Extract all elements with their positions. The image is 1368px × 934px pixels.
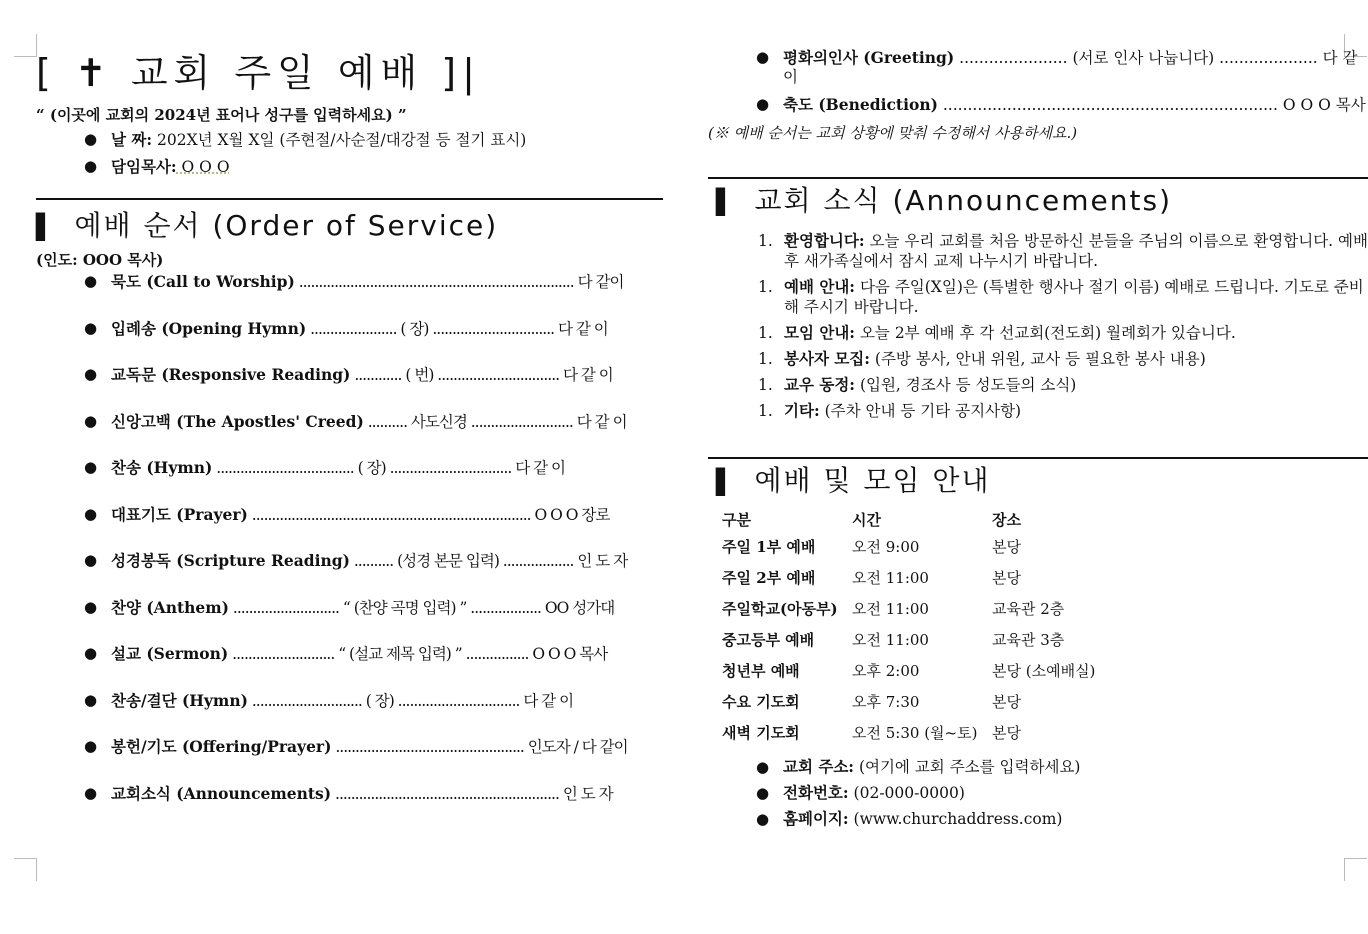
phone-label: 전화번호: <box>783 783 849 802</box>
order-item-detail: ......................................................... 인 도 자 <box>331 784 613 803</box>
order-item-label: 설교 (Sermon) <box>111 644 229 663</box>
order-item-label: 대표기도 (Prayer) <box>111 504 248 524</box>
homepage-item <box>708 806 1368 832</box>
order-item-label: 찬양 (Anthem) <box>111 597 229 617</box>
schedule-time: 오전 5:30 (월~토) <box>852 723 978 742</box>
announcement-number: 1. <box>758 350 773 368</box>
schedule-row <box>718 593 1106 624</box>
bullet-icon: ● <box>84 458 98 476</box>
order-item-detail: ................................... ( 장) ............................... 다 같 이 <box>212 459 566 477</box>
schedule-time: 오후 7:30 <box>852 692 920 711</box>
bullet-icon: ● <box>756 95 770 113</box>
schedule-row <box>718 686 1106 717</box>
schedule-row <box>718 655 1106 686</box>
date-value: 202X년 X월 X일 (주현절/사순절/대강절 등 절기 표시) <box>152 131 527 149</box>
block-marker-icon: ▌ <box>36 213 57 241</box>
announcement-text: 오늘 우리 교회를 처음 방문하신 분들을 주님의 이름으로 환영합니다. 예배 후 새가족실에서 잠시 교제 나누시기 바랍니다. <box>784 232 1368 270</box>
bullet-icon: ● <box>84 737 98 755</box>
order-item <box>36 551 668 598</box>
order-item-label: 봉헌/기도 (Offering/Prayer) <box>111 737 332 756</box>
schedule-table <box>718 509 1106 748</box>
order-item-detail: ....................................................................... O O O 장로 <box>247 505 610 524</box>
right-column <box>708 48 1368 832</box>
schedule-category: 주일 1부 예배 <box>722 537 816 556</box>
schedule-category: 새벽 기도회 <box>722 723 800 742</box>
schedule-row <box>718 717 1106 748</box>
date-label: 날 짜: <box>111 130 153 149</box>
announcement-item <box>708 277 1368 317</box>
schedule-section-title: ▌ 예배 및 모임 안내 <box>716 464 991 497</box>
order-item <box>36 784 668 831</box>
schedule-row <box>718 624 1106 655</box>
schedule-time: 오전 11:00 <box>852 630 929 649</box>
announcements-section-title: ▌ 교회 소식 (Announcements) <box>716 184 1173 217</box>
address-value: (여기에 교회 주소를 입력하세요) <box>854 758 1081 776</box>
order-item <box>36 272 668 319</box>
order-note: (※ 예배 순서는 교회 상황에 맞춰 수정해서 사용하세요.) <box>708 124 1078 142</box>
schedule-category: 주일학교(아동부) <box>722 599 838 618</box>
announcement-number: 1. <box>758 402 773 420</box>
order-item <box>36 598 668 645</box>
crop-mark-top-left <box>14 34 37 57</box>
order-item-detail: ...................... (서로 인사 나눕니다) .................... 다 같 이 <box>783 49 1358 86</box>
address-label: 교회 주소: <box>783 757 855 776</box>
schedule-place: 본당 <box>992 723 1021 742</box>
announcement-label: 봉사자 모집: <box>784 349 870 368</box>
schedule-header-row <box>718 509 1106 531</box>
order-item-label: 찬송 (Hymn) <box>111 458 213 477</box>
crop-mark-bottom-right <box>1344 858 1367 881</box>
order-item-label: 축도 (Benediction) <box>783 95 938 114</box>
schedule-time: 오전 9:00 <box>852 537 920 556</box>
order-item <box>708 95 1368 115</box>
announcement-number: 1. <box>758 376 773 394</box>
order-item <box>36 644 668 691</box>
block-marker-icon: ▌ <box>716 188 737 216</box>
order-item-label: 교독문 (Responsive Reading) <box>111 365 351 384</box>
announcement-text: 오늘 2부 예배 후 각 선교회(전도회) 월례회가 있습니다. <box>855 324 1236 342</box>
announcement-number: 1. <box>758 278 773 296</box>
announcements-list <box>708 231 1368 421</box>
bullet-icon: ● <box>756 784 770 802</box>
bullet-icon: ● <box>84 551 98 569</box>
bullet-icon: ● <box>84 690 98 709</box>
order-item <box>36 319 668 366</box>
schedule-place: 교육관 3층 <box>992 630 1065 649</box>
announcement-label: 기타: <box>784 401 820 420</box>
order-item-detail: ........................... “ (찬양 곡명 입력) ” .................. OO 성가대 <box>229 598 615 617</box>
order-item-detail: ...................................................................... 다 같이 <box>294 273 624 291</box>
bullet-icon: ● <box>756 810 770 828</box>
schedule-place: 본당 (소예배실) <box>992 661 1096 680</box>
announcement-label: 환영합니다: <box>784 231 865 250</box>
order-continued-list <box>708 48 1368 115</box>
service-leader: (인도: OOO 목사) <box>36 251 164 269</box>
order-item <box>36 365 668 412</box>
schedule-category: 청년부 예배 <box>722 661 800 680</box>
schedule-place: 본당 <box>992 537 1021 556</box>
order-item-label: 입례송 (Opening Hymn) <box>111 318 307 338</box>
schedule-header-time: 시간 <box>852 511 881 529</box>
schedule-time: 오후 2:00 <box>852 661 920 680</box>
announcement-label: 예배 안내: <box>784 277 856 296</box>
bullet-icon: ● <box>84 318 98 337</box>
order-item-label: 교회소식 (Announcements) <box>111 783 332 803</box>
order-item-label: 성경봉독 (Scripture Reading) <box>111 551 350 570</box>
bullet-icon: ● <box>84 504 98 523</box>
order-item <box>708 48 1368 87</box>
order-item-label: 평화의인사 (Greeting) <box>783 48 955 67</box>
schedule-header-place: 장소 <box>992 511 1021 529</box>
meta-list <box>36 126 668 180</box>
section-divider <box>36 198 663 200</box>
order-item-detail: .................................................................... O O O 목사 <box>937 96 1366 114</box>
order-item-detail: .......... 사도신경 .......................... 다 같 이 <box>363 412 627 431</box>
order-section-title: ▌ 예배 순서 (Order of Service) <box>36 209 499 242</box>
phone-item <box>708 780 1368 806</box>
schedule-header-category: 구분 <box>722 511 751 529</box>
contact-list <box>708 754 1368 832</box>
schedule-category: 수요 기도회 <box>722 692 800 711</box>
order-item-label: 신앙고백 (The Apostles' Creed) <box>111 411 364 431</box>
homepage-value: (www.churchaddress.com) <box>848 810 1063 828</box>
order-item <box>36 505 668 552</box>
block-marker-icon: ▌ <box>716 468 737 496</box>
order-of-service-list <box>36 272 668 830</box>
schedule-row <box>718 531 1106 562</box>
order-item-detail: .......................... “ (설교 제목 입력) ” ................ O O O 목사 <box>228 645 608 663</box>
pastor-label: 담임목사: <box>111 157 177 176</box>
announcement-item <box>708 401 1368 421</box>
pastor-item <box>36 153 668 180</box>
pastor-value: O O O <box>176 158 230 176</box>
order-item <box>36 458 668 505</box>
schedule-time: 오전 11:00 <box>852 568 929 587</box>
announcement-text: (주방 봉사, 안내 위원, 교사 등 필요한 봉사 내용) <box>869 350 1206 368</box>
order-item-label: 묵도 (Call to Worship) <box>111 272 295 291</box>
bulletin-title: [ ✝ 교회 주일 예배 ]| <box>36 51 481 95</box>
date-item <box>36 126 668 153</box>
homepage-label: 홈페이지: <box>783 809 849 828</box>
schedule-category: 중고등부 예배 <box>722 630 815 649</box>
order-item-detail: ............................ ( 장) ............................... 다 같 이 <box>247 691 574 710</box>
bullet-icon: ● <box>84 130 98 148</box>
schedule-time: 오전 11:00 <box>852 599 929 618</box>
schedule-row <box>718 562 1106 593</box>
announcement-item <box>708 375 1368 395</box>
announcement-text: (입원, 경조사 등 성도들의 소식) <box>855 376 1077 394</box>
announcement-label: 모임 안내: <box>784 323 856 342</box>
announcement-number: 1. <box>758 324 773 342</box>
announcement-text: 다음 주일(X일)은 (특별한 행사나 절기 이름) 예배로 드립니다. 기도로 준비해 주시기 바랍니다. <box>784 278 1364 316</box>
yearly-verse: “ (이곳에 교회의 2024년 표어나 성구를 입력하세요) ” <box>36 106 407 124</box>
announcement-label: 교우 동정: <box>784 375 856 394</box>
schedule-category: 주일 2부 예배 <box>722 568 816 587</box>
order-item-detail: ............ ( 번) ............................... 다 같 이 <box>350 366 613 384</box>
order-item-label: 찬송/결단 (Hymn) <box>111 690 248 710</box>
announcement-item <box>708 349 1368 369</box>
schedule-place: 교육관 2층 <box>992 599 1065 618</box>
bullet-icon: ● <box>84 597 98 616</box>
schedule-place: 본당 <box>992 692 1021 711</box>
order-item <box>36 691 668 738</box>
announcement-item <box>708 231 1368 271</box>
address-item <box>708 754 1368 780</box>
announcement-item <box>708 323 1368 343</box>
bullet-icon: ● <box>84 365 98 383</box>
order-item <box>36 412 668 459</box>
crop-mark-bottom-left <box>14 858 37 881</box>
order-item-detail: ................................................ 인도자 / 다 같이 <box>331 738 628 756</box>
left-column <box>36 46 668 830</box>
bullet-icon: ● <box>756 48 770 66</box>
bullet-icon: ● <box>756 758 770 776</box>
order-item <box>36 737 668 784</box>
bullet-icon: ● <box>84 644 98 662</box>
bullet-icon: ● <box>84 272 98 290</box>
bullet-icon: ● <box>84 411 98 430</box>
order-item-detail: ...................... ( 장) ............................... 다 같 이 <box>306 319 608 338</box>
bullet-icon: ● <box>84 783 98 802</box>
announcement-number: 1. <box>758 232 773 250</box>
bullet-icon: ● <box>84 157 98 175</box>
order-item-detail: .......... (성경 본문 입력) .................. 인 도 자 <box>349 552 628 570</box>
phone-value: (02-000-0000) <box>848 784 965 802</box>
schedule-place: 본당 <box>992 568 1021 587</box>
announcement-text: (주차 안내 등 기타 공지사항) <box>819 402 1022 420</box>
